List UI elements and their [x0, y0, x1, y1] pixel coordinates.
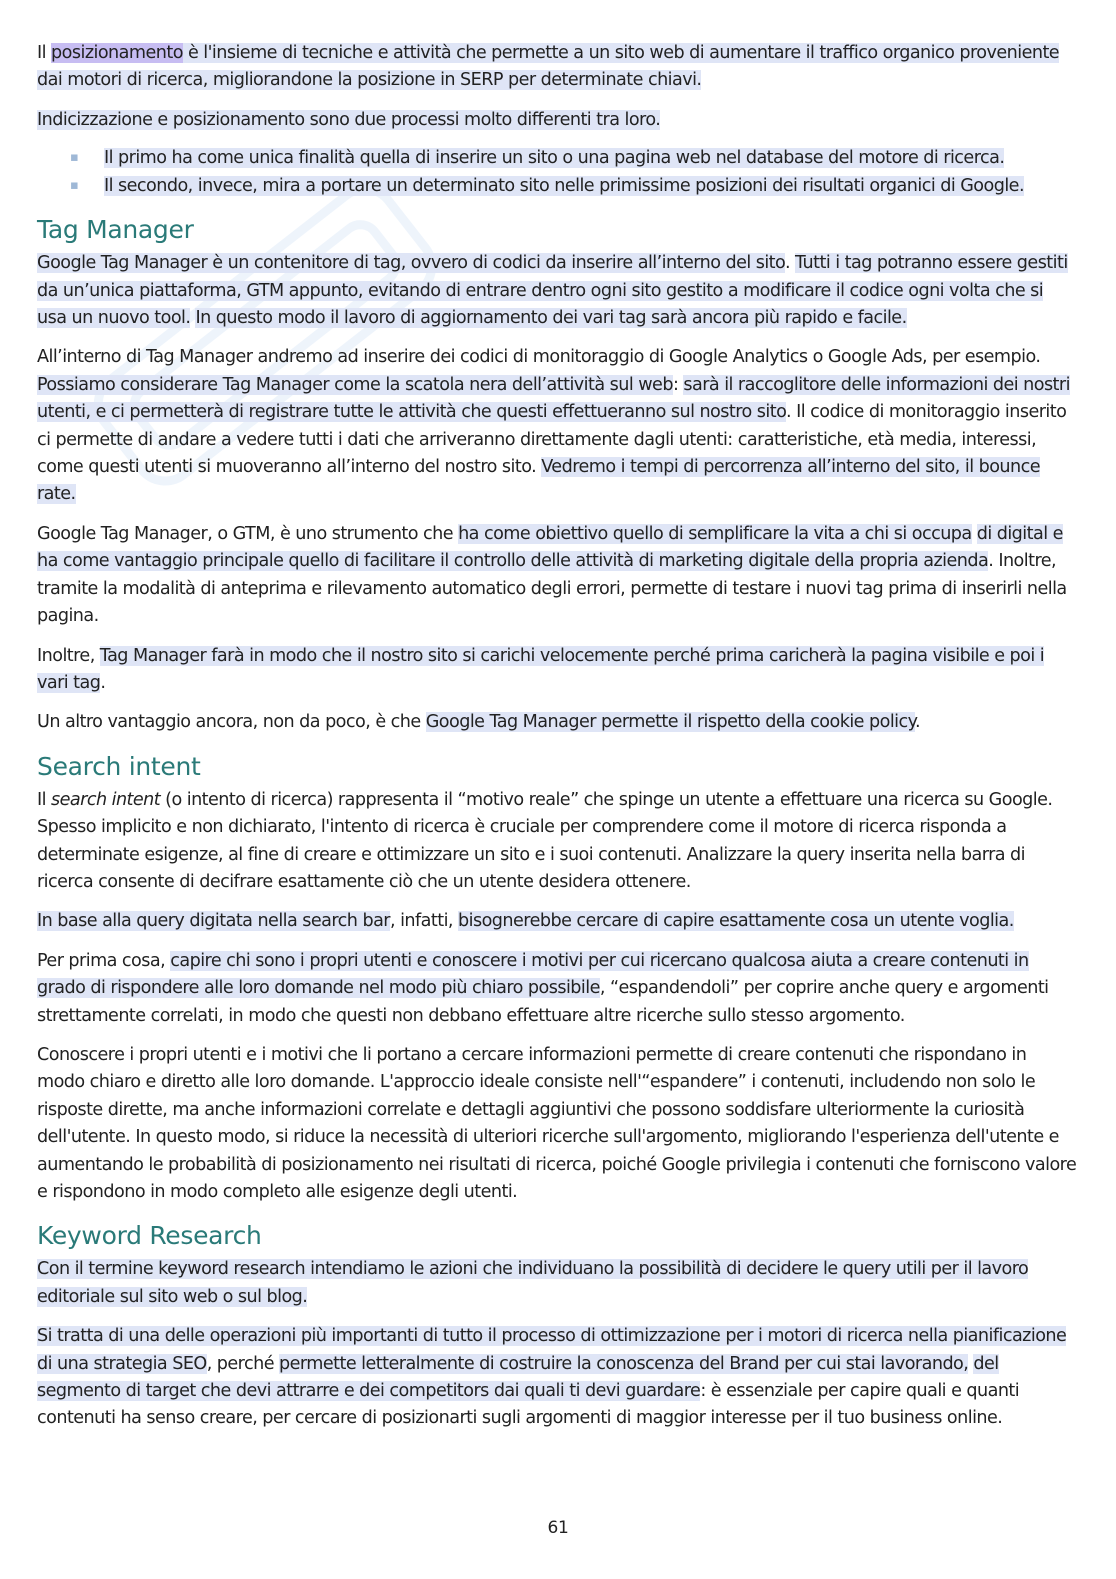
tag-manager-paragraph-2: All’interno di Tag Manager andremo ad inserire dei codici di monitoraggio di Google Analytics o Google Ads, per esempio. Possiamo considerare Tag Manager come la scatola nera dell’attività sul web: sarà il raccoglitore delle informazioni dei nostri utenti, e ci permetterà di registrare tutte le attività che questi effettueranno sul nostro sito. Il codice di monitoraggio inserito ci permette di andare a vedere tutti i dati che arriveranno direttamente dagli utenti: caratteristiche, età media, interessi, come questi utenti si muoveranno all’interno del nostro sito. Vedremo i tempi di percorrenza all’interno del sito, il bounce rate. — [37, 347, 1070, 505]
intro-paragraph-1: Il posizionamento è l'insieme di tecniche e attività che permette a un sito web di aumentare il traffico organico proveniente dai motori di ricerca, migliorandone la posizione in SERP per determinate chiavi. — [37, 43, 1060, 91]
tag-manager-paragraph-3: Google Tag Manager, o GTM, è uno strumento che ha come obiettivo quello di semplificare la vita a chi si occupa di digital e ha come vantaggio principale quello di facilitare il controllo delle attività di marketing digitale della propria azienda. Inoltre, tramite la modalità di anteprima e rilevamento automatico degli errori, permette di testare i nuovi tag prima di inserirli nella pagina. — [37, 523, 1067, 627]
search-intent-paragraph-4: Conoscere i propri utenti e i motivi che li portano a cercare informazioni permette di creare contenuti che rispondano in modo chiaro e diretto alle loro domande. L'approccio ideale consiste nell'“espandere” i contenuti, includendo non solo le risposte dirette, ma anche informazioni correlate e dettagli aggiuntivi che possono soddisfare ulteriormente la curiosità dell'utente. In questo modo, si riduce la necessità di ulteriori ricerche sull'argomento, migliorando l'esperienza dell'utente e aumentando le probabilità di posizionamento nei risultati di ricerca, poiché Google privilegia i contenuti che forniscono valore e rispondono in modo completo alle esigenze degli utenti. — [37, 1044, 1077, 1202]
tag-manager-paragraph-4: Inoltre, Tag Manager farà in modo che il nostro sito si carichi velocemente perché prima caricherà la pagina visibile e poi i vari tag. — [37, 645, 1045, 693]
page-content — [37, 40, 1077, 1445]
intro-paragraph-2: Indicizzazione e posizionamento sono due processi molto differenti tra loro. — [37, 109, 661, 130]
intro-bullet-list — [37, 144, 1077, 200]
heading-tag-manager: Tag Manager — [37, 215, 194, 245]
tag-manager-paragraph-1: Google Tag Manager è un contenitore di tag, ovvero di codici da inserire all’interno del sito. Tutti i tag potranno essere gestiti da un’unica piattaforma, GTM appunto, evitando di entrare dentro ogni sito gestito a modificare il codice ogni volta che si usa un nuovo tool. In questo modo il lavoro di aggiornamento dei vari tag sarà ancora più rapido e facile. — [37, 253, 1068, 329]
search-intent-paragraph-1: Il search intent (o intento di ricerca) rappresenta il “motivo reale” che spinge un utente a effettuare una ricerca su Google. Spesso implicito e non dichiarato, l'intento di ricerca è cruciale per comprendere come il motore di ricerca risponda a determinate esigenze, al fine di creare e ottimizzare un sito e i suoi contenuti. Analizzare la query inserita nella barra di ricerca consente di decifrare esattamente ciò che un utente desidera ottenere. — [37, 789, 1053, 892]
keyword-research-paragraph-1: Con il termine keyword research intendiamo le azioni che individuano la possibilità di decidere le query utili per il lavoro editoriale sul sito web o sul blog. — [37, 1259, 1029, 1307]
bullet-icon: ▪ — [70, 150, 79, 166]
list-item: ▪ Il primo ha come unica finalità quella di inserire un sito o una pagina web nel database del motore di ricerca. — [37, 144, 1077, 172]
page-number: 61 — [547, 1518, 569, 1538]
heading-search-intent: Search intent — [37, 751, 201, 781]
heading-keyword-research: Keyword Research — [37, 1221, 262, 1251]
bullet-icon: ▪ — [70, 178, 79, 194]
keyword-research-paragraph-2: Si tratta di una delle operazioni più importanti di tutto il processo di ottimizzazione per i motori di ricerca nella pianificazione di una strategia SEO, perché permette letteralmente di costruire la conoscenza del Brand per cui stai lavorando, del segmento di target che devi attrarre e dei competitors dai quali ti devi guardare: è essenziale per capire quali e quanti contenuti ha senso creare, per cercare di posizionarti sugli argomenti di maggior interesse per il tuo business online. — [37, 1326, 1067, 1429]
search-intent-paragraph-2: In base alla query digitata nella search bar, infatti, bisognerebbe cercare di capire esattamente cosa un utente voglia. — [37, 911, 1014, 932]
tag-manager-paragraph-5: Un altro vantaggio ancora, non da poco, è che Google Tag Manager permette il rispetto della cookie policy. — [37, 712, 921, 733]
search-intent-paragraph-3: Per prima cosa, capire chi sono i propri utenti e conoscere i motivi per cui ricercano qualcosa aiuta a creare contenuti in grado di rispondere alle loro domande nel modo più chiaro possibile, “espandendoli” per coprire anche query e argomenti strettamente correlati, in modo che questi non debbano effettuare altre ricerche sullo stesso argomento. — [37, 950, 1049, 1026]
list-item: ▪ Il secondo, invece, mira a portare un determinato sito nelle primissime posizioni dei risultati organici di Google. — [37, 172, 1077, 200]
